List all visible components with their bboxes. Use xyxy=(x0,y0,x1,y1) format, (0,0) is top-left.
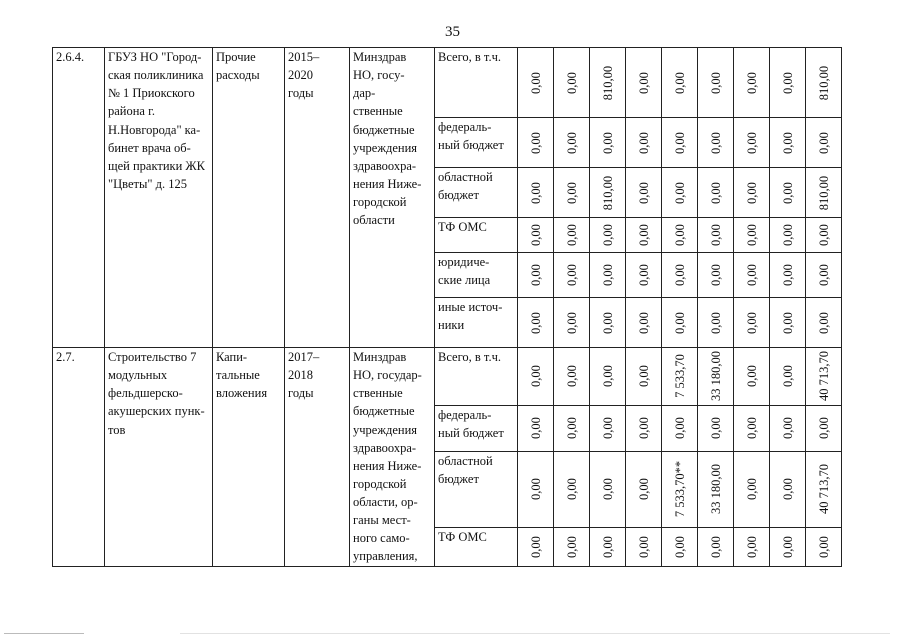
item-code: 2.7. xyxy=(53,348,105,567)
amount-cell xyxy=(770,348,806,406)
amount-value: 0,00 xyxy=(816,417,831,440)
amount-cell xyxy=(734,405,770,451)
executor xyxy=(350,48,435,348)
amount-value: 0,00 xyxy=(672,224,687,246)
amount-cell xyxy=(770,451,806,527)
amount-value: 0,00 xyxy=(672,311,687,334)
amount-cell xyxy=(806,218,842,253)
amount-value: 0,00 xyxy=(744,365,759,388)
cell-line: 2017– xyxy=(288,350,320,364)
amount-cell xyxy=(518,451,554,527)
amount-cell xyxy=(806,168,842,218)
cell-line: Строительство 7 xyxy=(108,350,197,364)
cell-line: иные источ- xyxy=(438,300,503,314)
amount-cell xyxy=(518,527,554,566)
cell-line: годы xyxy=(288,86,314,101)
table-row xyxy=(53,48,842,118)
amount-cell xyxy=(626,48,662,118)
amount-cell xyxy=(626,168,662,218)
cell-line: юридиче- xyxy=(438,255,490,269)
amount-value: 0,00 xyxy=(564,71,579,94)
amount-cell xyxy=(518,218,554,253)
cell-line: области, ор- xyxy=(353,495,418,509)
amount-value: 0,00 xyxy=(780,181,795,204)
amount-value: 810,00 xyxy=(816,175,831,210)
amount-value: 0,00 xyxy=(816,264,831,286)
amount-value: 0,00 xyxy=(816,535,831,558)
cell-line: бинет врача об- xyxy=(108,140,191,155)
amount-cell xyxy=(770,48,806,118)
cell-line: 2020 xyxy=(288,68,313,83)
amount-cell xyxy=(590,298,626,348)
amount-cell xyxy=(626,118,662,168)
amount-cell xyxy=(806,298,842,348)
amount-value: 0,00 xyxy=(600,264,615,286)
amount-value: 0,00 xyxy=(744,311,759,334)
amount-value: 0,00 xyxy=(780,417,795,440)
amount-cell xyxy=(698,405,734,451)
cell-line: Всего, в т.ч. xyxy=(438,350,501,364)
amount-cell xyxy=(698,118,734,168)
cell-line: дар- xyxy=(353,86,376,101)
amount-cell xyxy=(662,118,698,168)
amount-cell xyxy=(734,348,770,406)
cell-line: акушерских пунк- xyxy=(108,404,205,419)
cell-line: НО, государ- xyxy=(353,368,422,383)
amount-cell xyxy=(662,527,698,566)
amount-value: 7 533,70** xyxy=(672,461,687,518)
amount-value: 0,00 xyxy=(780,365,795,388)
funding-source xyxy=(435,451,518,527)
cell-line: городской xyxy=(353,195,407,209)
cell-line: областной xyxy=(438,453,493,468)
amount-value: 0,00 xyxy=(564,417,579,440)
amount-cell xyxy=(806,48,842,118)
funding-source xyxy=(435,348,518,406)
amount-value: 0,00 xyxy=(636,417,651,440)
cell-line: тов xyxy=(108,422,126,437)
amount-cell xyxy=(518,298,554,348)
cell-line: ники xyxy=(438,318,465,333)
amount-value: 0,00 xyxy=(744,264,759,286)
amount-cell xyxy=(626,218,662,253)
amount-cell xyxy=(806,253,842,298)
amount-cell xyxy=(698,168,734,218)
amount-value: 0,00 xyxy=(708,131,723,154)
amount-cell xyxy=(590,405,626,451)
funding-source xyxy=(435,168,518,218)
amount-cell xyxy=(770,298,806,348)
amount-cell xyxy=(554,168,590,218)
amount-cell xyxy=(518,168,554,218)
amount-value: 0,00 xyxy=(708,264,723,286)
cell-line: бюджетные xyxy=(353,404,415,419)
funding-source xyxy=(435,405,518,451)
amount-cell xyxy=(590,527,626,566)
cell-line: ТФ ОМС xyxy=(438,220,487,234)
cell-line: тальные xyxy=(216,368,260,383)
amount-value: 0,00 xyxy=(528,264,543,286)
expense-type xyxy=(213,348,285,567)
executor xyxy=(350,348,435,567)
cell-line: Минздрав xyxy=(353,350,407,364)
amount-value: 0,00 xyxy=(708,181,723,204)
amount-cell xyxy=(698,451,734,527)
amount-cell xyxy=(590,168,626,218)
scan-artifact-left xyxy=(4,633,84,634)
item-name xyxy=(105,48,213,348)
cell-line: годы xyxy=(288,386,314,401)
cell-line: бюджет xyxy=(438,471,479,486)
amount-cell xyxy=(590,253,626,298)
amount-value: 0,00 xyxy=(744,417,759,440)
page-number: 35 xyxy=(445,24,460,40)
cell-line: ТФ ОМС xyxy=(438,529,487,544)
item-code: 2.6.4. xyxy=(53,48,105,348)
table-row xyxy=(53,348,842,406)
cell-line: учреждения xyxy=(353,140,418,155)
amount-value: 0,00 xyxy=(636,311,651,334)
funding-source xyxy=(435,118,518,168)
amount-value: 0,00 xyxy=(672,417,687,440)
amount-cell xyxy=(554,348,590,406)
budget-table xyxy=(52,47,842,567)
amount-value: 0,00 xyxy=(744,181,759,204)
amount-cell xyxy=(554,451,590,527)
amount-cell xyxy=(554,118,590,168)
amount-value: 0,00 xyxy=(528,311,543,334)
cell-line: бюджетные xyxy=(353,122,415,137)
item-name xyxy=(105,348,213,567)
cell-line: фельдшерско- xyxy=(108,386,183,401)
amount-value: 0,00 xyxy=(780,71,795,94)
amount-value: 0,00 xyxy=(528,365,543,388)
amount-value: 0,00 xyxy=(780,535,795,558)
amount-value: 0,00 xyxy=(528,71,543,94)
amount-cell xyxy=(770,168,806,218)
cell-line: Н.Новгорода" ка- xyxy=(108,122,201,137)
amount-cell xyxy=(626,527,662,566)
amount-value: 0,00 xyxy=(528,181,543,204)
amount-value: 0,00 xyxy=(564,181,579,204)
cell-line: ственные xyxy=(353,386,403,401)
scan-artifact-right xyxy=(180,633,890,634)
amount-value: 0,00 xyxy=(708,224,723,246)
cell-line: ный бюджет xyxy=(438,426,504,441)
cell-line: расходы xyxy=(216,68,260,83)
amount-value: 40 713,70 xyxy=(816,464,831,515)
cell-line: 2018 xyxy=(288,368,313,383)
amount-value: 0,00 xyxy=(780,478,795,501)
amount-cell xyxy=(662,348,698,406)
amount-value: 0,00 xyxy=(780,311,795,334)
cell-line: щей практики ЖК xyxy=(108,158,205,173)
amount-value: 0,00 xyxy=(600,417,615,440)
amount-value: 0,00 xyxy=(744,535,759,558)
cell-line: учреждения xyxy=(353,422,418,437)
amount-cell xyxy=(734,168,770,218)
cell-line: области xyxy=(353,213,395,228)
amount-cell xyxy=(662,298,698,348)
amount-value: 0,00 xyxy=(636,478,651,501)
amount-cell xyxy=(770,118,806,168)
cell-line: Всего, в т.ч. xyxy=(438,50,501,64)
amount-cell xyxy=(734,451,770,527)
amount-value: 0,00 xyxy=(708,71,723,94)
amount-value: 7 533,70 xyxy=(672,354,687,399)
amount-value: 0,00 xyxy=(744,131,759,154)
cell-line: № 1 Приокского xyxy=(108,86,195,101)
cell-line: ГБУЗ НО "Город- xyxy=(108,50,202,64)
amount-cell xyxy=(554,298,590,348)
amount-cell xyxy=(698,298,734,348)
amount-value: 0,00 xyxy=(708,535,723,558)
amount-value: 0,00 xyxy=(528,224,543,246)
period xyxy=(285,48,350,348)
amount-cell xyxy=(698,527,734,566)
amount-value: 0,00 xyxy=(564,311,579,334)
amount-value: 0,00 xyxy=(744,71,759,94)
amount-cell xyxy=(806,118,842,168)
cell-line: вложения xyxy=(216,386,268,401)
amount-cell xyxy=(734,118,770,168)
amount-value: 0,00 xyxy=(672,131,687,154)
funding-source xyxy=(435,298,518,348)
amount-cell xyxy=(662,48,698,118)
funding-source xyxy=(435,527,518,566)
amount-cell xyxy=(554,527,590,566)
cell-line: ская поликлиника xyxy=(108,68,204,83)
amount-cell xyxy=(734,218,770,253)
amount-value: 0,00 xyxy=(636,181,651,204)
cell-line: ный бюджет xyxy=(438,138,504,153)
cell-line: 2015– xyxy=(288,50,320,64)
amount-cell xyxy=(590,451,626,527)
period xyxy=(285,348,350,567)
amount-cell xyxy=(590,48,626,118)
amount-cell xyxy=(770,527,806,566)
amount-cell xyxy=(518,405,554,451)
amount-cell xyxy=(518,348,554,406)
amount-cell xyxy=(770,218,806,253)
amount-cell xyxy=(806,348,842,406)
amount-cell xyxy=(554,405,590,451)
amount-cell xyxy=(590,118,626,168)
cell-line: здравоохра- xyxy=(353,440,417,455)
amount-value: 0,00 xyxy=(780,264,795,286)
amount-value: 0,00 xyxy=(780,131,795,154)
amount-cell xyxy=(662,218,698,253)
amount-value: 0,00 xyxy=(636,264,651,286)
amount-cell xyxy=(734,298,770,348)
cell-line: ские лица xyxy=(438,273,491,288)
funding-source xyxy=(435,218,518,253)
amount-cell xyxy=(698,348,734,406)
cell-line: района г. xyxy=(108,104,155,119)
amount-value: 0,00 xyxy=(600,535,615,558)
cell-line: управления, xyxy=(353,549,418,564)
amount-cell xyxy=(806,405,842,451)
amount-cell xyxy=(518,48,554,118)
amount-cell xyxy=(662,253,698,298)
amount-cell xyxy=(626,348,662,406)
amount-value: 810,00 xyxy=(600,175,615,210)
amount-value: 0,00 xyxy=(600,224,615,246)
amount-value: 0,00 xyxy=(636,131,651,154)
amount-cell xyxy=(770,405,806,451)
funding-source xyxy=(435,48,518,118)
amount-value: 0,00 xyxy=(600,365,615,388)
amount-value: 0,00 xyxy=(672,181,687,204)
amount-value: 0,00 xyxy=(636,535,651,558)
amount-cell xyxy=(626,253,662,298)
cell-line: федераль- xyxy=(438,407,492,422)
cell-line: федераль- xyxy=(438,120,492,134)
amount-cell xyxy=(734,48,770,118)
amount-value: 40 713,70 xyxy=(816,351,831,402)
amount-value: 0,00 xyxy=(528,478,543,501)
cell-line: "Цветы" д. 125 xyxy=(108,176,187,191)
amount-cell xyxy=(698,218,734,253)
amount-value: 0,00 xyxy=(636,365,651,388)
cell-line: ного само- xyxy=(353,531,410,546)
amount-value: 0,00 xyxy=(816,131,831,154)
amount-value: 0,00 xyxy=(564,131,579,154)
amount-value: 0,00 xyxy=(780,224,795,246)
amount-value: 0,00 xyxy=(816,224,831,246)
cell-line: Прочие xyxy=(216,50,256,64)
amount-cell xyxy=(734,253,770,298)
amount-value: 0,00 xyxy=(564,535,579,558)
amount-value: 0,00 xyxy=(708,417,723,440)
amount-value: 0,00 xyxy=(600,131,615,154)
amount-cell xyxy=(770,253,806,298)
amount-cell xyxy=(662,451,698,527)
cell-line: ганы мест- xyxy=(353,513,411,528)
amount-value: 33 180,00 xyxy=(708,351,723,402)
cell-line: ственные xyxy=(353,104,403,119)
amount-value: 0,00 xyxy=(744,224,759,246)
amount-cell xyxy=(626,451,662,527)
cell-line: Минздрав xyxy=(353,50,407,64)
amount-cell xyxy=(554,253,590,298)
cell-line: городской xyxy=(353,476,407,491)
cell-line: областной xyxy=(438,170,493,184)
amount-cell xyxy=(626,298,662,348)
amount-value: 810,00 xyxy=(600,65,615,100)
amount-value: 0,00 xyxy=(816,311,831,334)
cell-line: нения Ниже- xyxy=(353,458,422,473)
amount-cell xyxy=(518,118,554,168)
amount-value: 0,00 xyxy=(564,365,579,388)
amount-value: 0,00 xyxy=(672,71,687,94)
amount-value: 0,00 xyxy=(528,417,543,440)
amount-value: 0,00 xyxy=(600,311,615,334)
cell-line: нения Ниже- xyxy=(353,176,422,191)
amount-value: 0,00 xyxy=(672,535,687,558)
cell-line: бюджет xyxy=(438,188,479,203)
amount-value: 0,00 xyxy=(564,264,579,286)
amount-cell xyxy=(806,527,842,566)
amount-value: 0,00 xyxy=(600,478,615,501)
amount-cell xyxy=(626,405,662,451)
amount-cell xyxy=(554,48,590,118)
cell-line: здравоохра- xyxy=(353,158,417,173)
amount-value: 0,00 xyxy=(564,478,579,501)
amount-cell xyxy=(698,48,734,118)
amount-value: 0,00 xyxy=(636,224,651,246)
amount-value: 810,00 xyxy=(816,65,831,100)
cell-line: Капи- xyxy=(216,350,248,364)
amount-value: 0,00 xyxy=(672,264,687,286)
cell-line: модульных xyxy=(108,368,168,383)
amount-value: 0,00 xyxy=(528,131,543,154)
amount-cell xyxy=(590,348,626,406)
amount-cell xyxy=(806,451,842,527)
amount-cell xyxy=(662,405,698,451)
amount-value: 0,00 xyxy=(528,535,543,558)
amount-cell xyxy=(590,218,626,253)
amount-value: 0,00 xyxy=(564,224,579,246)
amount-cell xyxy=(662,168,698,218)
amount-value: 0,00 xyxy=(636,71,651,94)
amount-cell xyxy=(698,253,734,298)
funding-source xyxy=(435,253,518,298)
expense-type xyxy=(213,48,285,348)
amount-cell xyxy=(554,218,590,253)
amount-value: 0,00 xyxy=(708,311,723,334)
amount-cell xyxy=(518,253,554,298)
amount-value: 33 180,00 xyxy=(708,464,723,515)
amount-cell xyxy=(734,527,770,566)
amount-value: 0,00 xyxy=(744,478,759,501)
cell-line: НО, госу- xyxy=(353,68,405,83)
